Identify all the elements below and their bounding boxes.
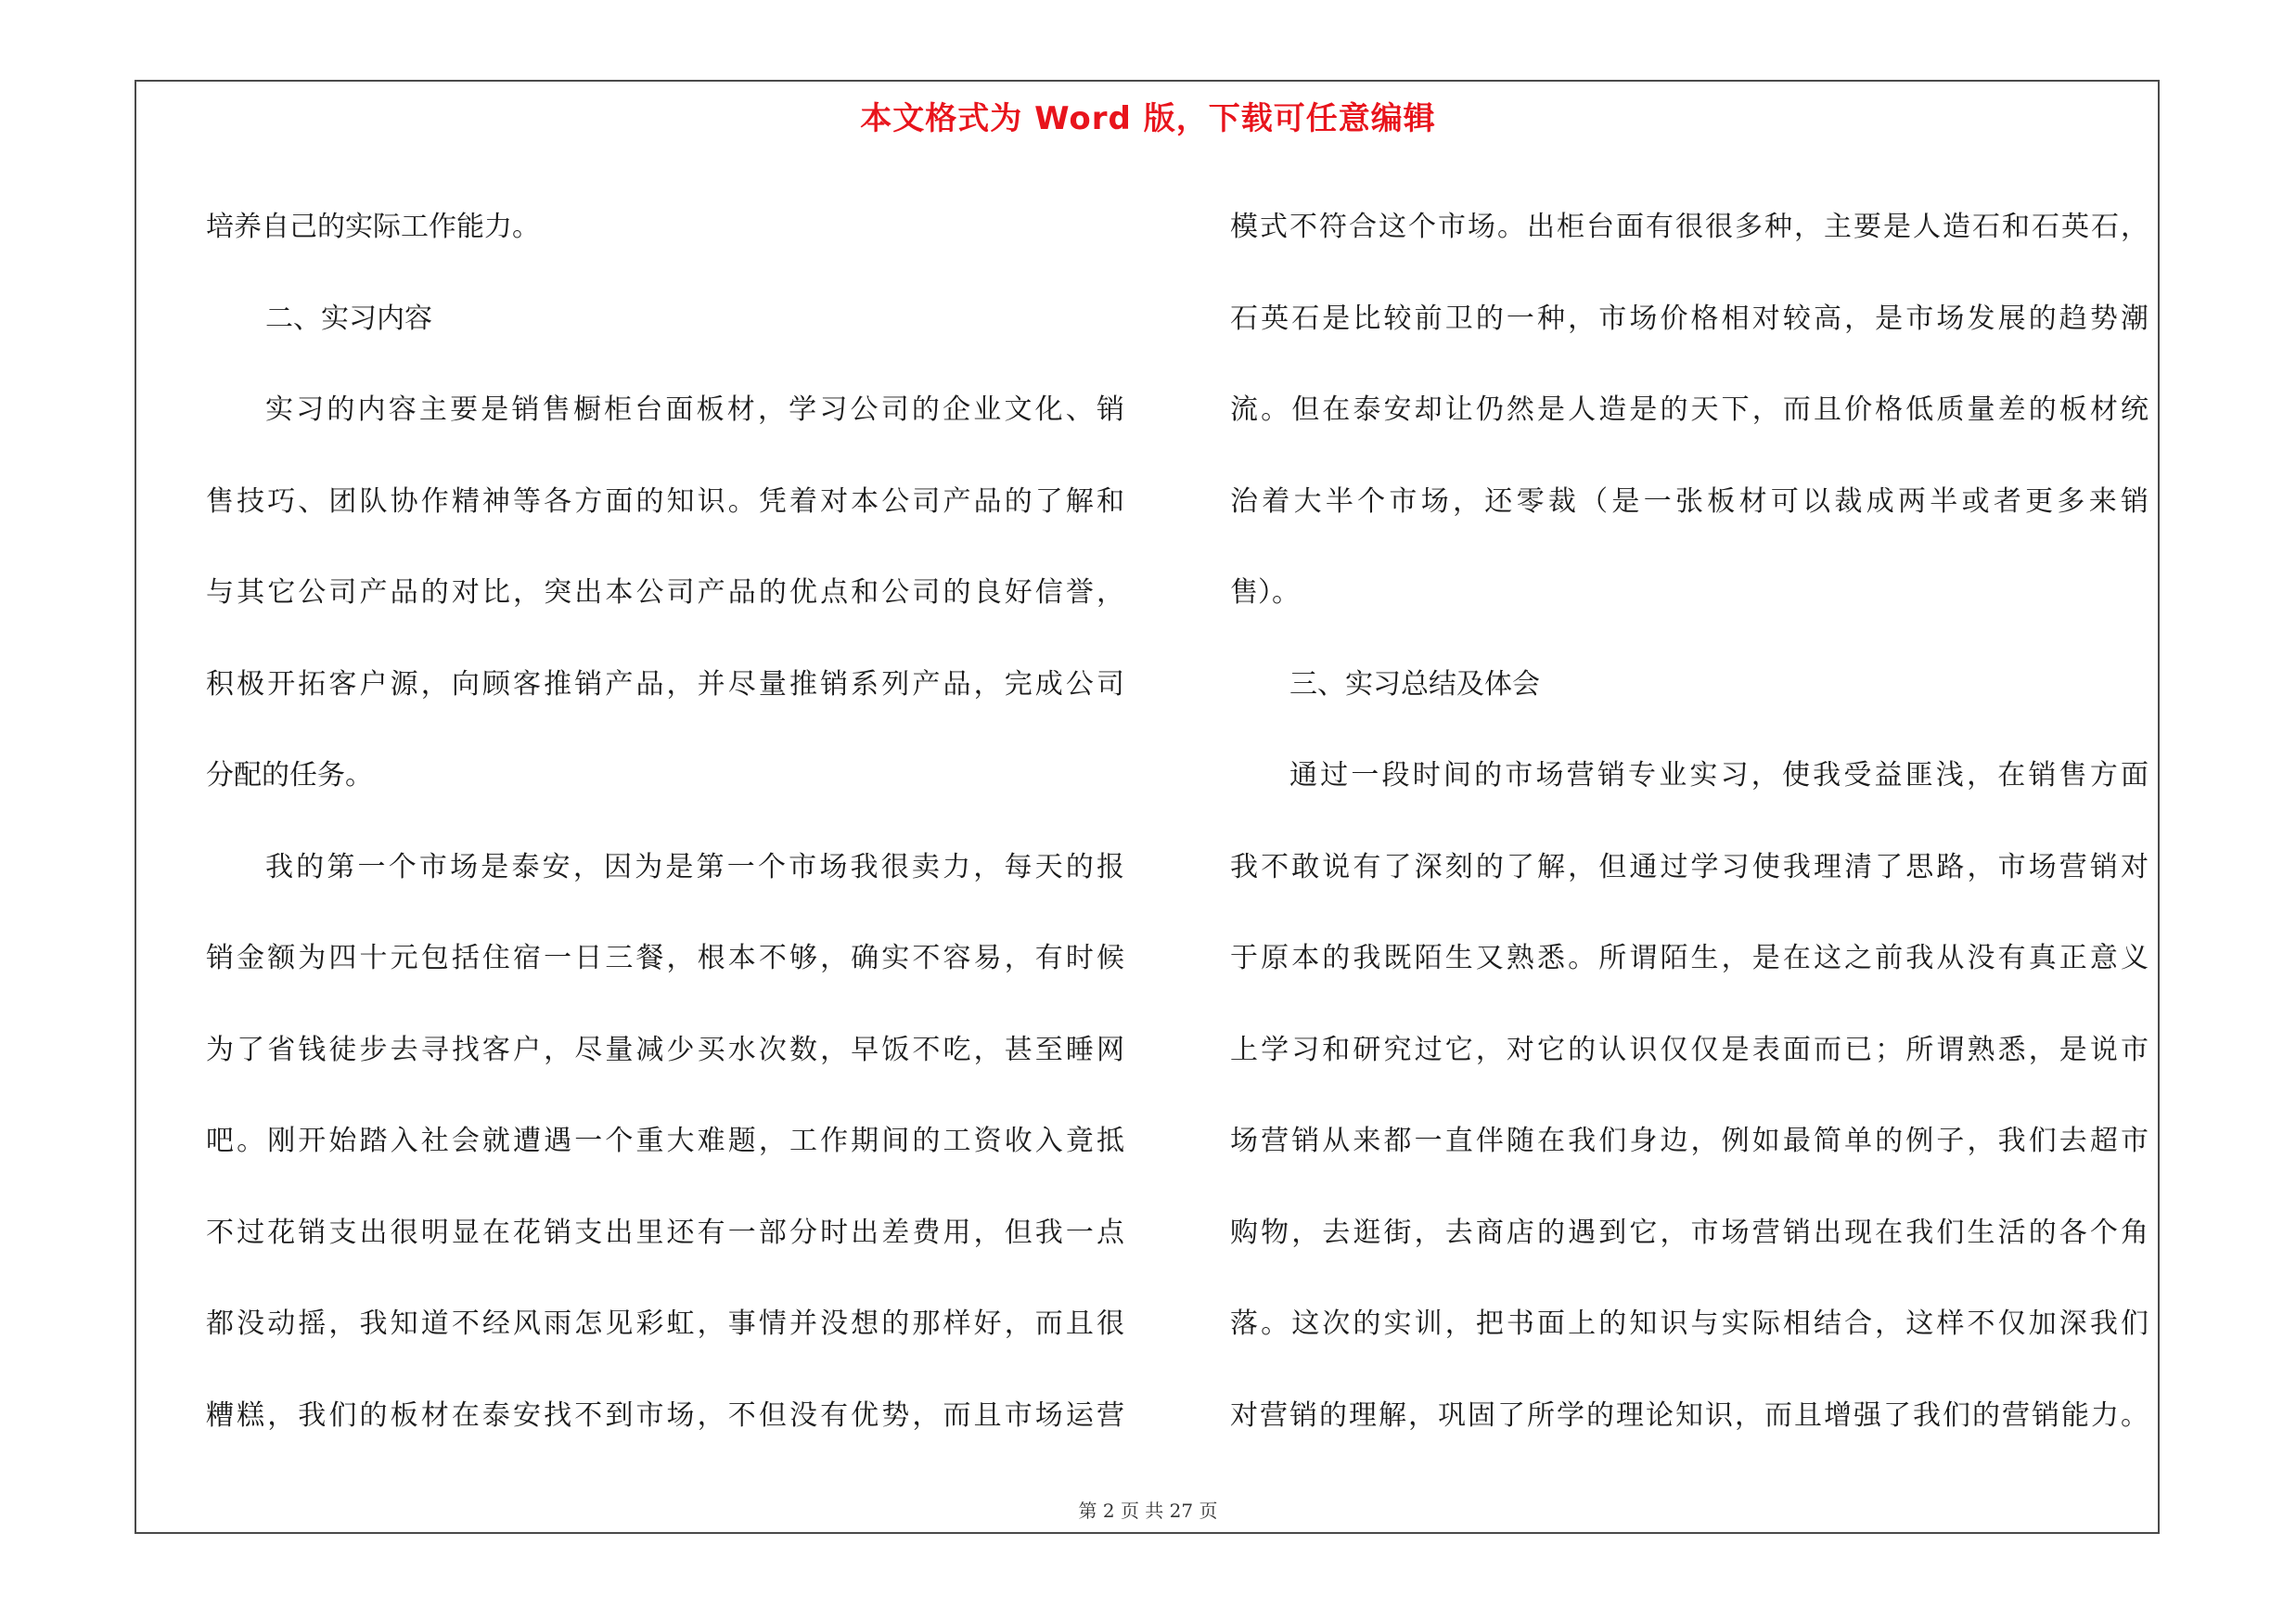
right-column <box>1230 182 2148 1462</box>
left-line-13: 都没动摇，我知道不经风雨怎见彩虹，事情并没想的那样好，而且很 <box>206 1307 1124 1340</box>
left-line-3: 实习的内容主要是销售橱柜台面板材，学习公司的企业文化、销 <box>265 393 1124 426</box>
right-line-9: 于原本的我既陌生又熟悉。所谓陌生，是在这之前我从没有真正意义 <box>1230 942 2148 974</box>
left-line-8: 我的第一个市场是泰安，因为是第一个市场我很卖力，每天的报 <box>265 850 1124 883</box>
left-line-10: 为了省钱徒步去寻找客户，尽量减少买水次数，早饭不吃，甚至睡网 <box>206 1033 1124 1066</box>
left-line-4: 售技巧、团队协作精神等各方面的知识。凭着对本公司产品的了解和 <box>206 484 1124 518</box>
left-line-14: 糟糕，我们的板材在泰安找不到市场，不但没有优势，而且市场运营 <box>206 1398 1124 1432</box>
left-line-9: 销金额为四十元包括住宿一日三餐，根本不够，确实不容易，有时候 <box>206 942 1124 974</box>
left-line-1: 培养自己的实际工作能力。 <box>206 211 540 243</box>
right-line-10: 上学习和研究过它，对它的认识仅仅是表面而已；所谓熟悉，是说市 <box>1230 1033 2148 1066</box>
left-line-5: 与其它公司产品的对比，突出本公司产品的优点和公司的良好信誉， <box>206 576 1124 609</box>
left-line-7: 分配的任务。 <box>206 759 373 792</box>
left-line-6: 积极开拓客户源，向顾客推销产品，并尽量推销系列产品，完成公司 <box>206 667 1124 701</box>
section-heading-content: 二、实习内容 <box>265 302 432 335</box>
header-banner: 本文格式为 Word 版，下载可任意编辑 <box>860 100 1436 137</box>
left-line-12: 不过花销支出很明显在花销支出里还有一部分时出差费用，但我一点 <box>206 1216 1124 1249</box>
right-line-8: 我不敢说有了深刻的了解，但通过学习使我理清了思路，市场营销对 <box>1230 850 2148 883</box>
right-line-3: 流。但在泰安却让仍然是人造是的天下，而且价格低质量差的板材统 <box>1230 393 2148 426</box>
left-line-11: 吧。刚开始踏入社会就遭遇一个重大难题，工作期间的工资收入竟抵 <box>206 1125 1124 1157</box>
right-line-2: 石英石是比较前卫的一种，市场价格相对较高，是市场发展的趋势潮 <box>1230 302 2148 335</box>
page-number: 第 2 页 共 27 页 <box>1078 1500 1218 1522</box>
right-line-12: 购物，去逛街，去商店的遇到它，市场营销出现在我们生活的各个角 <box>1230 1216 2148 1249</box>
left-column <box>206 182 1124 1462</box>
right-line-11: 场营销从来都一直伴随在我们身边，例如最简单的例子，我们去超市 <box>1230 1125 2148 1157</box>
right-line-4: 治着大半个市场，还零裁（是一张板材可以裁成两半或者更多来销 <box>1230 484 2148 518</box>
right-line-7: 通过一段时间的市场营销专业实习，使我受益匪浅，在销售方面 <box>1289 759 2148 792</box>
right-line-1: 模式不符合这个市场。出柜台面有很很多种，主要是人造石和石英石， <box>1230 211 2148 243</box>
right-line-14: 对营销的理解，巩固了所学的理论知识，而且增强了我们的营销能力。 <box>1230 1398 2148 1432</box>
right-line-5: 售）。 <box>1230 576 1300 609</box>
section-heading-summary: 三、实习总结及体会 <box>1289 667 1540 701</box>
right-line-13: 落。这次的实训，把书面上的知识与实际相结合，这样不仅加深我们 <box>1230 1307 2148 1340</box>
